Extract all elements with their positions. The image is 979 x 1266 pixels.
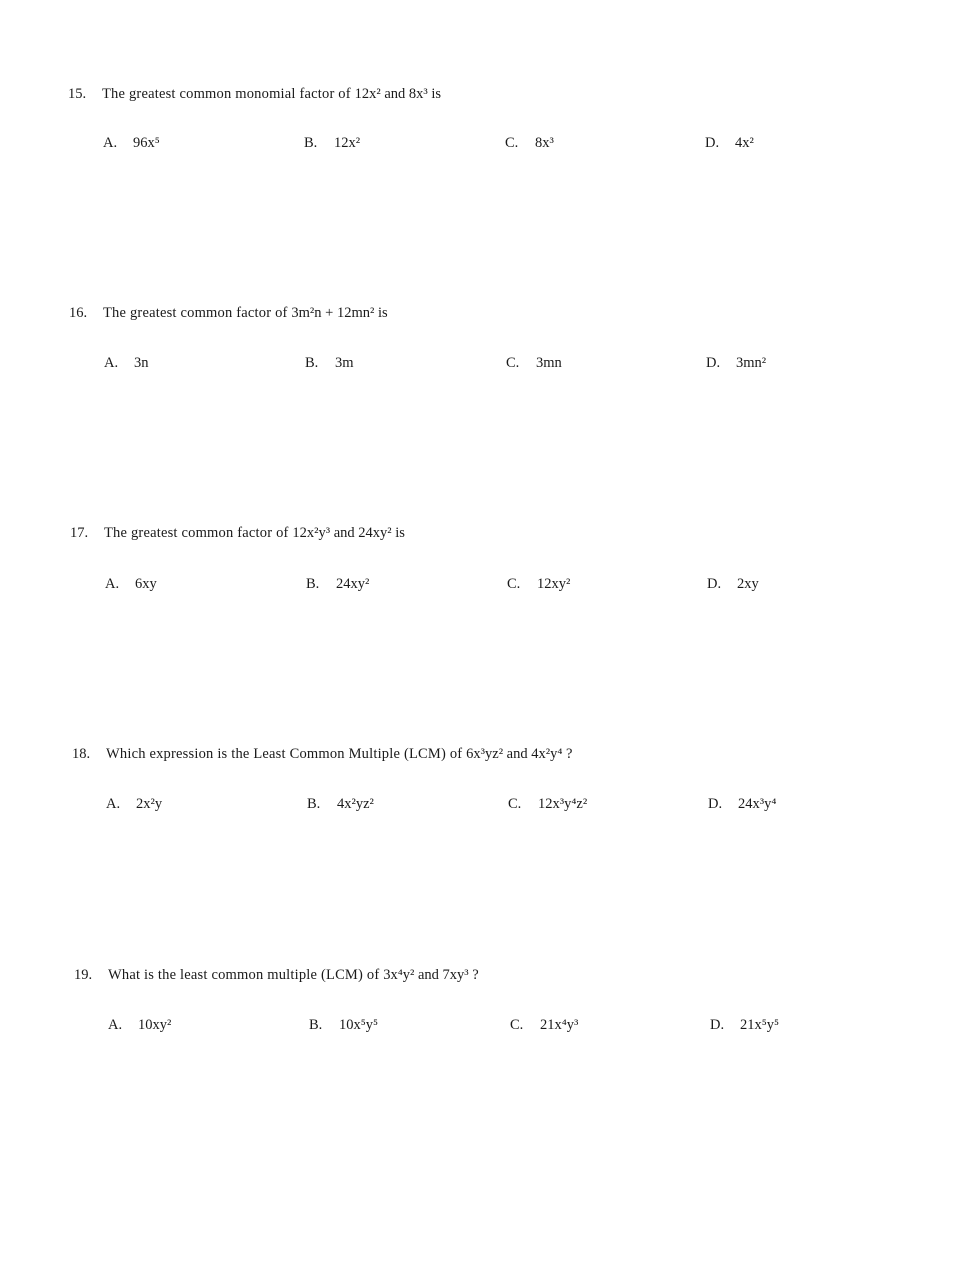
option-a[interactable] <box>104 355 149 372</box>
option-letter: B. <box>306 576 320 592</box>
stem-math: 4x²y⁴ <box>531 746 563 762</box>
option-a[interactable] <box>106 796 162 813</box>
option-c[interactable] <box>507 576 570 593</box>
option-expression: 3n <box>134 355 149 371</box>
option-letter: C. <box>510 1017 524 1033</box>
stem-math: 12x²y³ <box>292 525 331 541</box>
stem-math: 7xy³ <box>442 967 469 983</box>
option-letter: A. <box>108 1017 123 1033</box>
option-letter: B. <box>309 1017 323 1033</box>
option-expression: 12xy² <box>537 576 571 592</box>
stem-text: The greatest common factor of <box>104 525 293 541</box>
option-expression: 4x²yz² <box>337 796 374 812</box>
option-letter: B. <box>307 796 321 812</box>
stem-text: and <box>330 525 359 541</box>
stem-text: Which expression is the Least Common Multiple (LCM) of <box>106 746 467 762</box>
option-expression: 24x³y⁴ <box>738 796 777 812</box>
stem-text: is <box>374 305 388 321</box>
question-stem <box>69 305 388 322</box>
option-expression: 96x⁵ <box>133 135 160 151</box>
stem-math: 24xy² <box>358 525 392 541</box>
option-c[interactable] <box>506 355 562 372</box>
option-a[interactable] <box>108 1017 171 1034</box>
stem-math: 12x² <box>354 86 381 102</box>
option-expression: 6xy <box>135 576 157 592</box>
option-letter: B. <box>305 355 319 371</box>
stem-text: and <box>503 746 532 762</box>
option-letter: D. <box>706 355 721 371</box>
option-d[interactable] <box>710 1017 779 1034</box>
stem-math: 8x³ <box>408 86 428 102</box>
question-stem <box>68 86 441 103</box>
option-expression: 12x² <box>334 135 361 151</box>
stem-text: is <box>427 86 442 102</box>
stem-math: 6x³yz² <box>466 746 504 762</box>
stem-text: and <box>414 967 443 983</box>
option-letter: C. <box>505 135 519 151</box>
stem-text: What is the least common multiple (LCM) of <box>108 967 384 983</box>
question-stem <box>70 525 405 542</box>
option-a[interactable] <box>105 576 157 593</box>
option-expression: 2xy <box>737 576 759 592</box>
option-letter: A. <box>106 796 121 812</box>
option-b[interactable] <box>304 135 360 152</box>
option-b[interactable] <box>307 796 374 813</box>
option-letter: D. <box>705 135 720 151</box>
option-letter: A. <box>105 576 120 592</box>
option-c[interactable] <box>510 1017 578 1034</box>
option-expression: 12x³y⁴z² <box>538 796 588 812</box>
option-letter: D. <box>710 1017 725 1033</box>
stem-text: and <box>380 86 409 102</box>
option-letter: C. <box>507 576 521 592</box>
option-letter: D. <box>707 576 722 592</box>
option-expression: 3m <box>335 355 354 371</box>
option-expression: 4x² <box>735 135 754 151</box>
option-d[interactable] <box>707 576 759 593</box>
option-b[interactable] <box>305 355 354 372</box>
question-stem <box>74 967 479 984</box>
stem-math: 3x⁴y² <box>383 967 415 983</box>
option-letter: B. <box>304 135 318 151</box>
option-expression: 8x³ <box>535 135 554 151</box>
question-number: 15. <box>68 86 87 102</box>
option-letter: A. <box>104 355 119 371</box>
option-expression: 3mn <box>536 355 562 371</box>
option-c[interactable] <box>505 135 554 152</box>
option-b[interactable] <box>306 576 369 593</box>
question-number: 16. <box>69 305 88 321</box>
question-number: 18. <box>72 746 91 762</box>
option-letter: D. <box>708 796 723 812</box>
option-expression: 3mn² <box>736 355 767 371</box>
option-b[interactable] <box>309 1017 378 1034</box>
option-expression: 10x⁵y⁵ <box>339 1017 379 1033</box>
question-stem <box>72 746 572 763</box>
option-d[interactable] <box>708 796 776 813</box>
option-a[interactable] <box>103 135 160 152</box>
option-d[interactable] <box>706 355 766 372</box>
option-c[interactable] <box>508 796 587 813</box>
stem-text: The greatest common monomial factor of <box>102 86 355 102</box>
stem-math: 3m²n + 12mn² <box>291 305 375 321</box>
option-expression: 2x²y <box>136 796 163 812</box>
option-letter: C. <box>506 355 520 371</box>
option-letter: C. <box>508 796 522 812</box>
question-number: 19. <box>74 967 93 983</box>
stem-text: ? <box>562 746 573 762</box>
stem-text: The greatest common factor of <box>103 305 292 321</box>
option-expression: 10xy² <box>138 1017 172 1033</box>
stem-text: is <box>391 525 405 541</box>
option-expression: 24xy² <box>336 576 370 592</box>
option-letter: A. <box>103 135 118 151</box>
option-d[interactable] <box>705 135 754 152</box>
stem-text: ? <box>468 967 479 983</box>
option-expression: 21x⁵y⁵ <box>740 1017 780 1033</box>
option-expression: 21x⁴y³ <box>540 1017 579 1033</box>
question-number: 17. <box>70 525 89 541</box>
